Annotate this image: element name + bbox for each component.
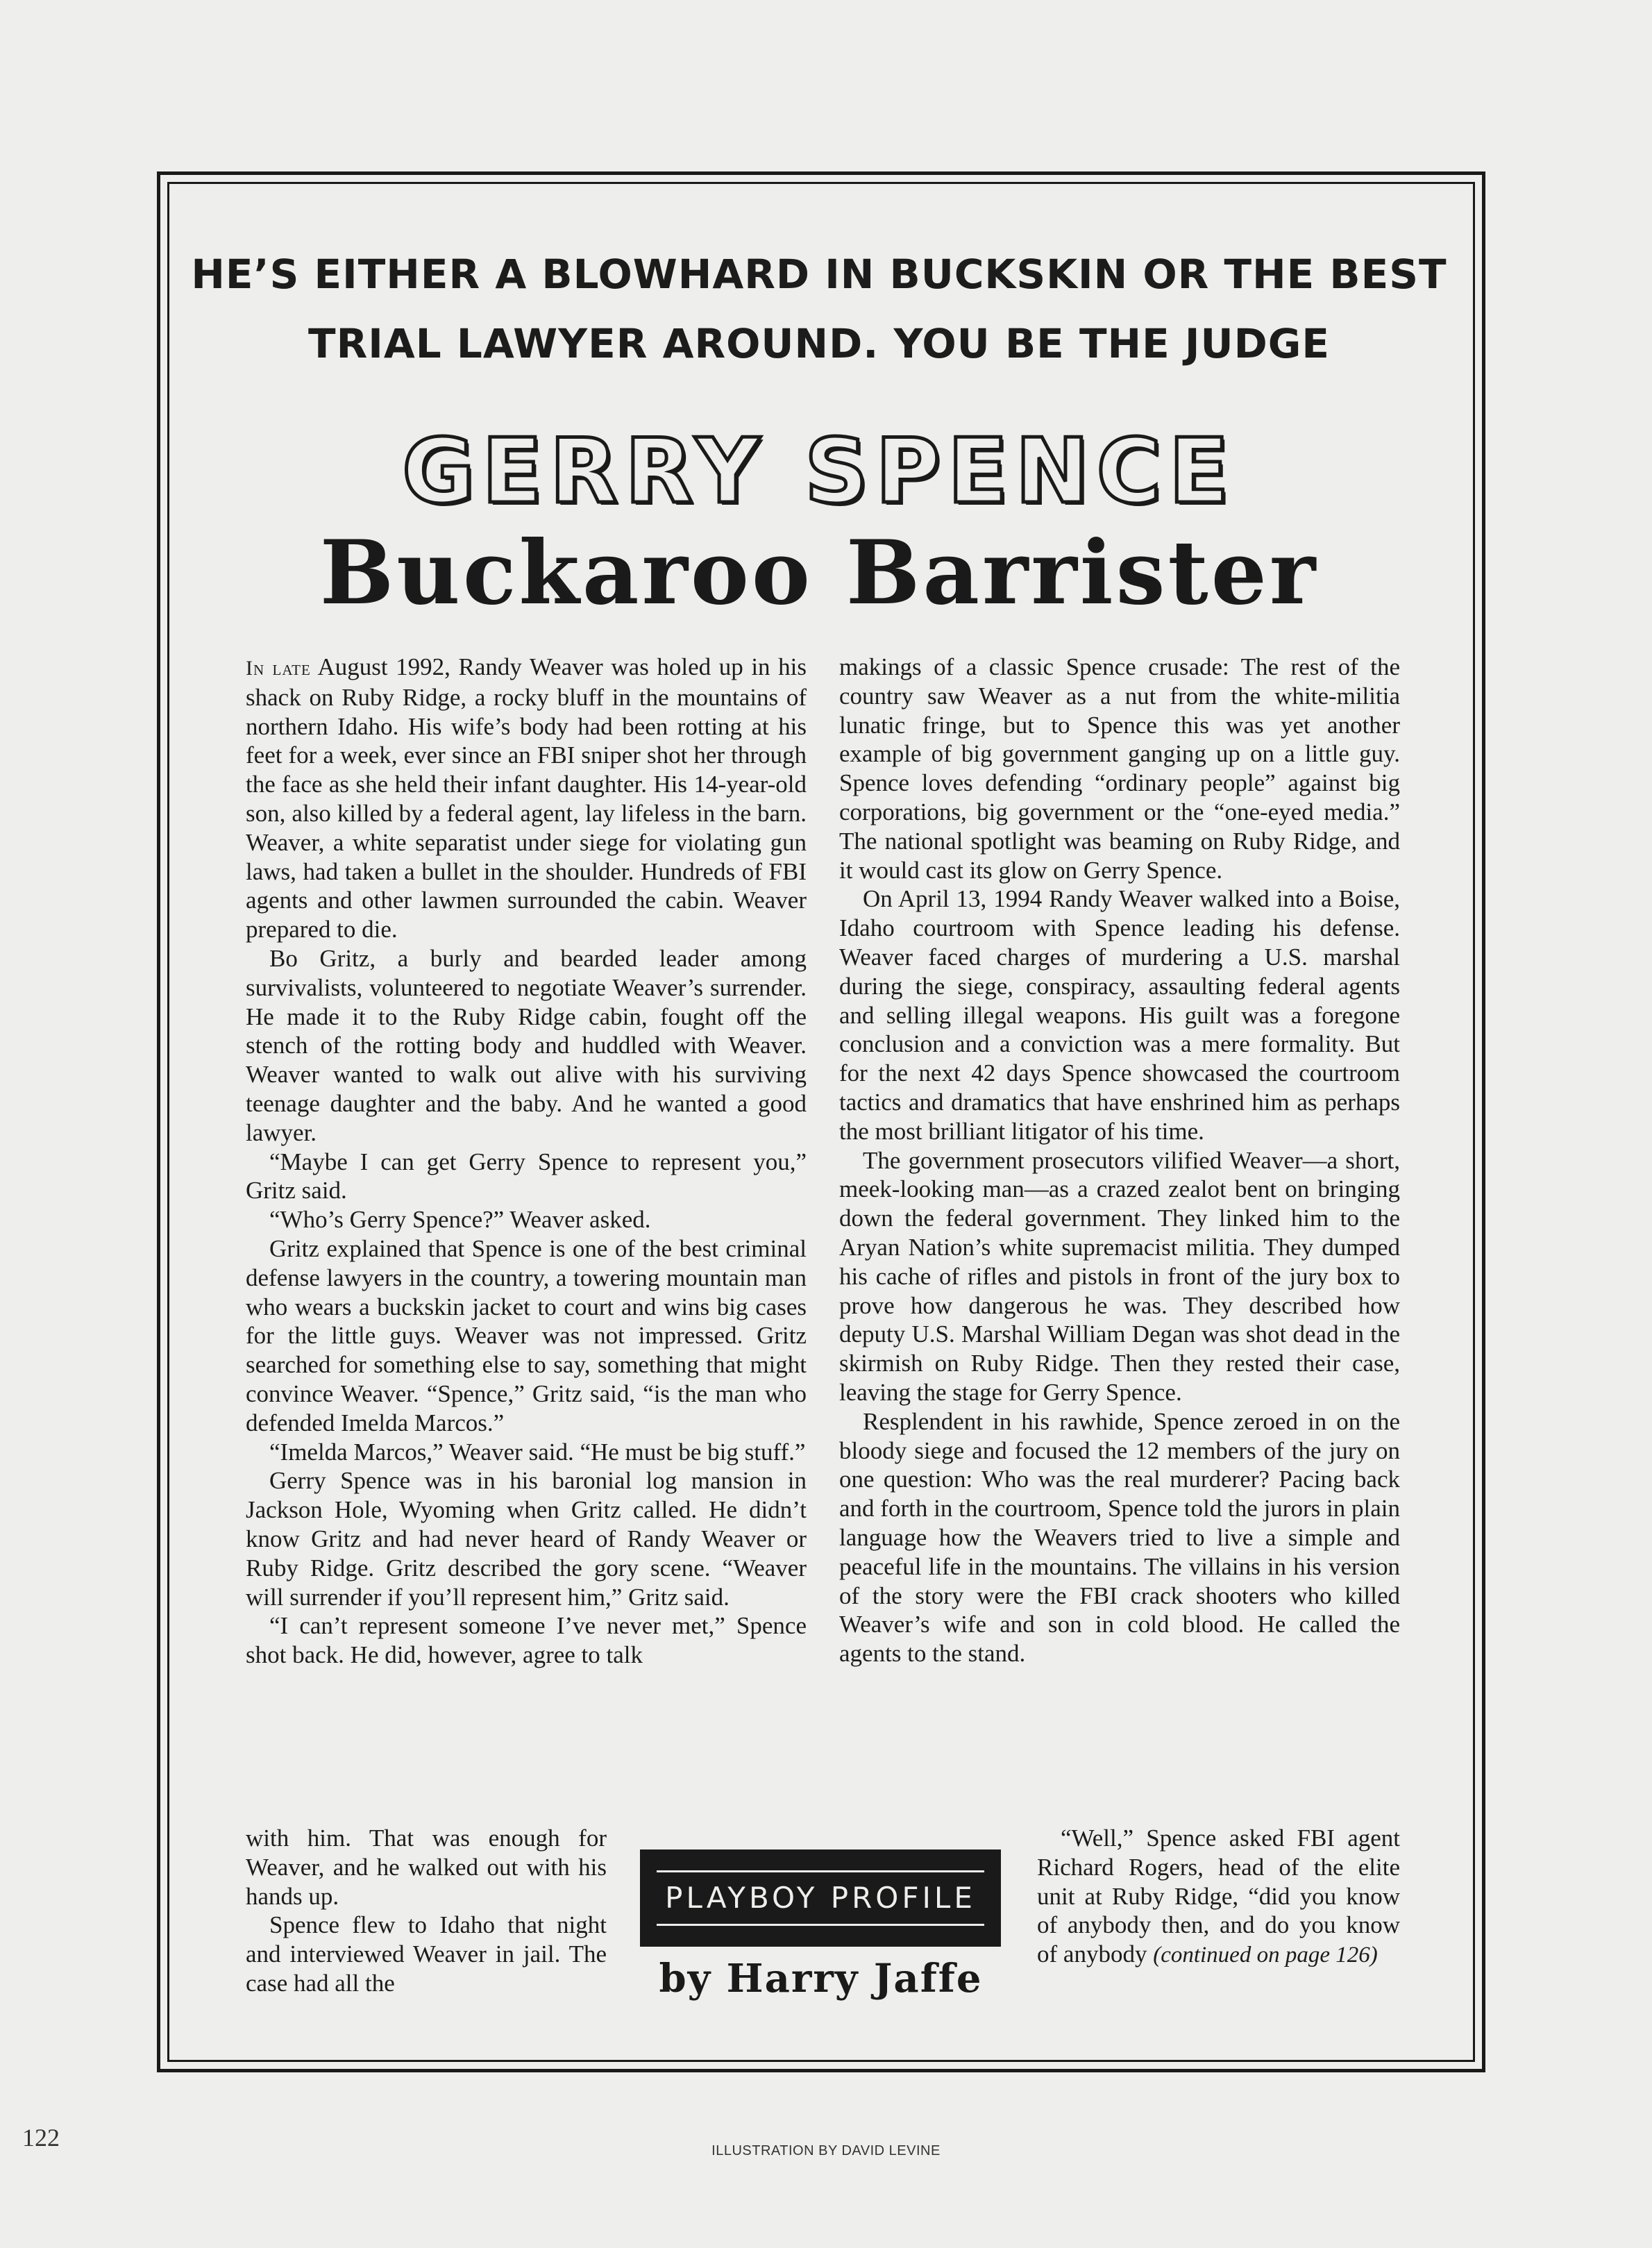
byline: by Harry Jaffe [659,1956,983,2002]
kicker-line-1: HE’S EITHER A BLOWHARD IN BUCKSKIN OR THE BEST [191,251,1447,298]
paragraph [1037,1824,1400,1970]
paragraph: makings of a classic Spence crusade: The rest of the country saw Weaver as a nut from the white-militia lunatic fringe, but to Spence this was yet another example of big government ganging up on a little guy. Spence loves defending “ordinary people” against big corporations, big government or the “one-eyed media.” The national spotlight was beaming on Ruby Ridge, and it would cast its glow on Gerry Spence. [839,653,1400,884]
paragraph: “Imelda Marcos,” Weaver said. “He must be big stuff.” [269,1438,806,1466]
paragraph: Gerry Spence was in his baronial log mansion in Jackson Hole, Wyoming when Gritz called. He didn’t know Gritz and had never heard of Randy Weaver or Ruby Ridge. Gritz described the gory scene. “Weaver will surrender if you’ll represent him,” Gritz said. [246,1467,807,1611]
kicker-line-2: TRIAL LAWYER AROUND. YOU BE THE JUDGE [308,320,1330,367]
paragraph-text: “Well,” Spence asked FBI agent Richard Rogers, head of the elite unit at Ruby Ridge, “did you know of anybody then, and do you know of anybody [1037,1825,1400,1968]
page-number: 122 [22,2124,60,2151]
article-column-right-tail [1037,1824,1400,1970]
paragraph: “Who’s Gerry Spence?” Weaver asked. [269,1206,651,1234]
paragraph: On April 13, 1994 Randy Weaver walked into a Boise, Idaho courtroom with Spence leading his defense. Weaver faced charges of murdering a U.S. marshal during the siege, conspiracy, assaulting federal agents and selling illegal weapons. His guilt was a foregone conclusion and a conviction was a mere formality. But for the next 42 days Spence showcased the courtroom tactics and dramatics that have enshrined him as perhaps the most brilliant litigator of his time. [839,885,1400,1145]
paragraph: Resplendent in his rawhide, Spence zeroed in on the bloody siege and focused the 12 members of the jury on one question: Who was the real murderer? Pacing back and forth in the courtroom, Spence told the jurors in plain language how the Weavers tried to live a simple and peaceful life in the mountains. The villains in his version of the story were the FBI crack shooters who killed Weaver’s wife and son in cold blood. He called the agents to the stand. [839,1407,1400,1668]
illustration-credit: ILLUSTRATION BY DAVID LEVINE [711,2143,941,2158]
paragraph: with him. That was enough for Weaver, and he walked out with his hands up. [246,1825,607,1910]
continued-note: (continued on page 126) [1153,1943,1378,1968]
paragraph: Spence flew to Idaho that night and interviewed Weaver in jail. The case had all the [246,1911,607,1997]
kicker-deck [167,240,1472,378]
article-column-left-tail [246,1824,607,1998]
paragraph: The government prosecutors vilified Weaver—a short, meek-looking man—as a crazed zealot bent on bringing down the federal government. They linked him to the Aryan Nation’s white supremacist militia. They dumped his cache of rifles and pistols in front of the jury box to prove how dangerous he was. They described how deputy U.S. Marshal William Degan was shot dead in the skirmish on Ruby Ridge. Then they rested their case, leaving the stage for Gerry Spence. [839,1146,1400,1406]
paragraph: “I can’t represent someone I’ve never met,” Spence shot back. He did, however, agree to talk [246,1612,807,1669]
badge-label: PLAYBOY PROFILE [665,1881,976,1915]
headline [167,420,1472,625]
paragraph: Gritz explained that Spence is one of the best criminal defense lawyers in the country, a towering mountain man who wears a buckskin jacket to court and wins big cases for the little guys. Weaver was not impressed. Gritz searched for something else to say, something that might convince Weaver. “Spence,” Gritz said, “is the man who defended Imelda Marcos.” [246,1234,807,1436]
headline-title: Buckaroo Barrister [319,521,1319,624]
headline-name: GERRY SPENCE [402,420,1236,523]
paragraph-text: August 1992, Randy Weaver was holed up in his shack on Ruby Ridge, a rocky bluff in the mountains of northern Idaho. His wife’s body had been rotting at his feet for a week, ever since an FBI sniper shot her through the face as she held their infant daughter. His 14-year-old son, also killed by a federal agent, lay lifeless in the barn. Weaver, a white separatist under siege for violating gun laws, had taken a bullet in the shoulder. Hundreds of FBI agents and other lawmen surrounded the cabin. Weaver prepared to die. [246,653,807,943]
badge-rule-bottom [657,1924,984,1926]
article-column-right [839,653,1400,1668]
paragraph: “Maybe I can get Gerry Spence to represent you,” Gritz said. [246,1148,807,1205]
paragraph: Bo Gritz, a burly and bearded leader among survivalists, volunteered to negotiate Weaver’s surrender. He made it to the Ruby Ridge cabin, fought off the stench of the rotting body and huddled with Weaver. Weaver wanted to walk out alive with his surviving teenage daughter and the baby. And he wanted a good lawyer. [246,944,807,1146]
badge-rule-top [657,1870,984,1872]
lead-in: In late [246,657,311,680]
paragraph [246,653,807,944]
article-column-left [246,653,807,1670]
playboy-profile-badge [640,1849,1001,1947]
